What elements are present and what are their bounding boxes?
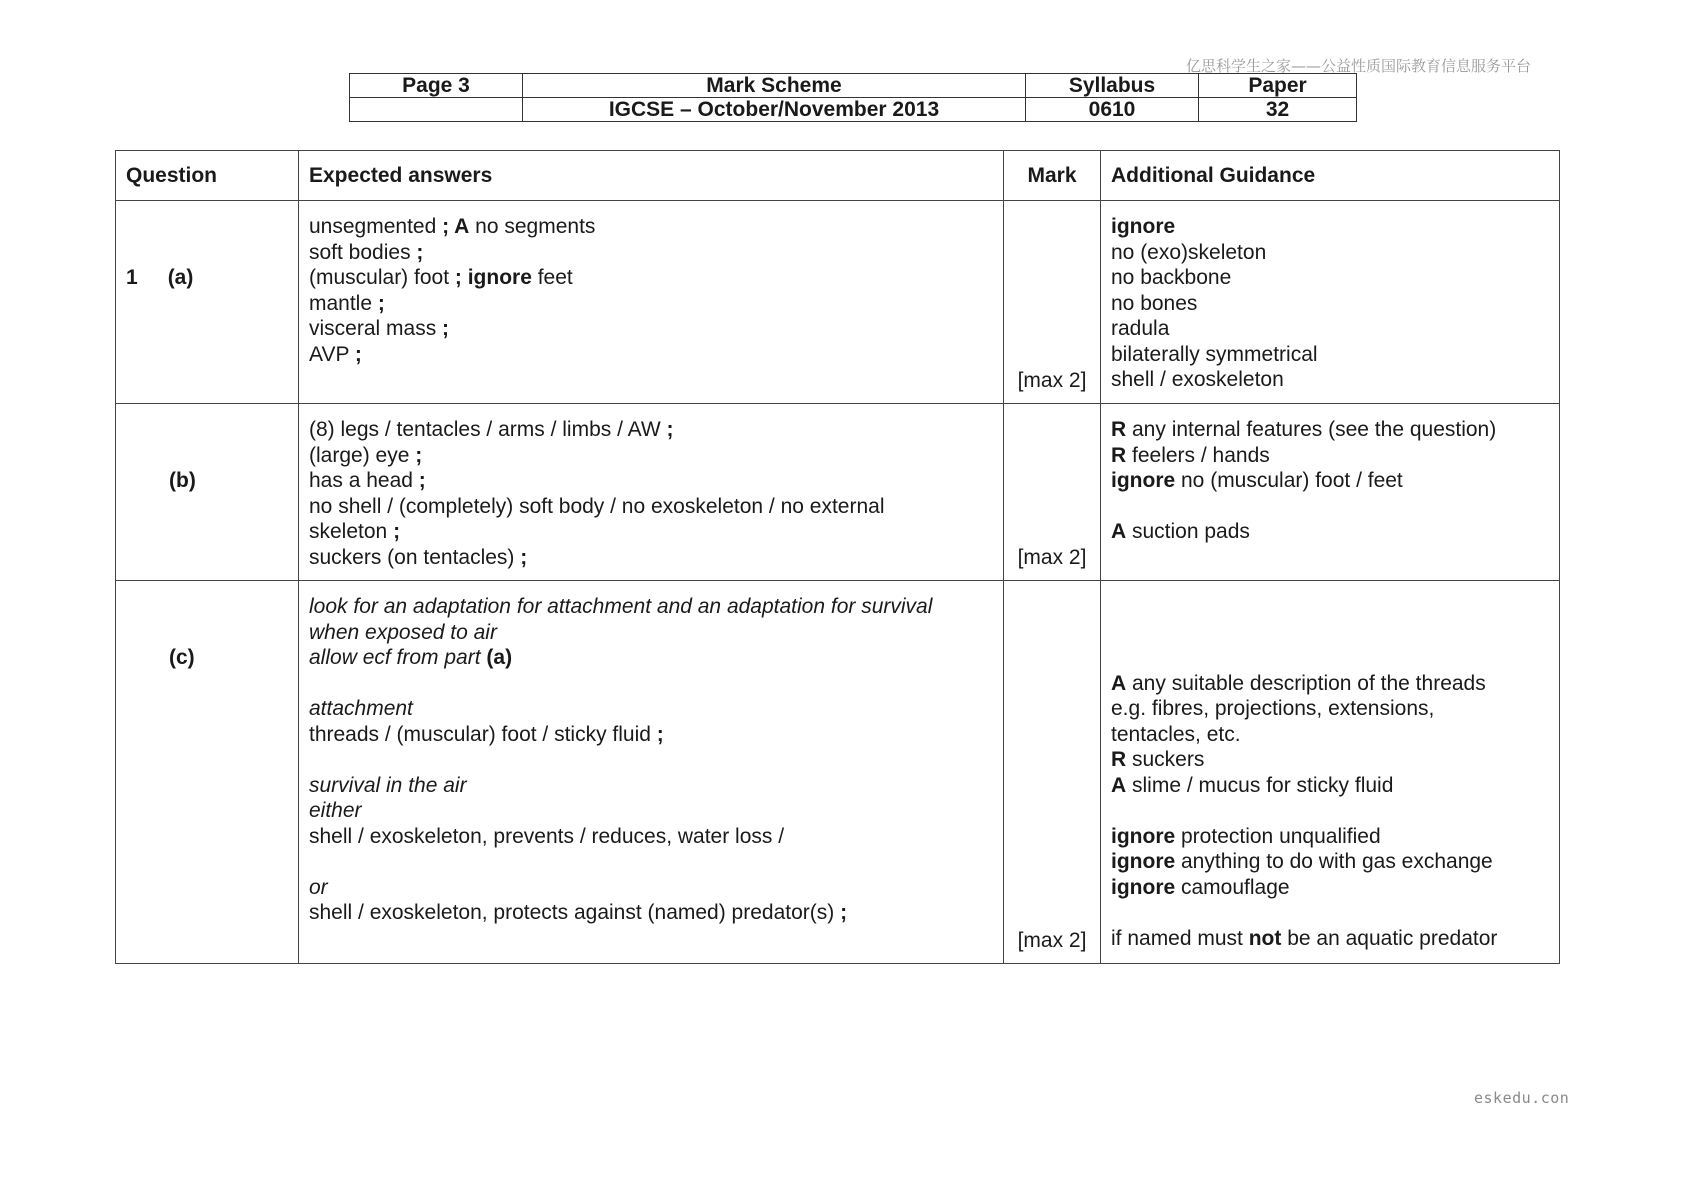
table-row: [116, 581, 1560, 964]
answer-text: skeleton: [309, 520, 394, 543]
question-cell: [116, 201, 299, 404]
answer-separator: ;: [520, 545, 528, 569]
answer-text: feet: [531, 266, 573, 289]
answer-keyword: (a): [486, 646, 513, 669]
guidance-text: no (exo)skeleton: [1111, 240, 1267, 264]
guidance-text: no bones: [1111, 291, 1198, 315]
guidance-cell: [1101, 581, 1560, 964]
answer-text: (muscular) foot: [309, 266, 455, 289]
col-guidance: Additional Guidance: [1101, 151, 1560, 201]
guidance-text: no (muscular) foot / feet: [1175, 469, 1403, 492]
guidance-text: be an aquatic predator: [1281, 926, 1498, 950]
guidance-keyword: A: [1111, 671, 1127, 695]
answer-text: threads / (muscular) foot / sticky fluid: [309, 722, 657, 746]
answer-text: suckers (on tentacles): [309, 545, 521, 569]
header-syllabus-label: Syllabus: [1026, 74, 1199, 98]
mark-cell: [max 2]: [1004, 201, 1101, 404]
answer-instruction: either: [309, 799, 362, 822]
col-mark: Mark: [1004, 151, 1101, 201]
mark-cell: [max 2]: [1004, 404, 1101, 581]
guidance-cell: [1101, 404, 1560, 581]
guidance-keyword: A: [1111, 520, 1127, 543]
answer-separator: ;: [666, 418, 674, 441]
mark-scheme-table: [115, 150, 1560, 964]
answer-separator: ;: [454, 266, 468, 289]
question-part: (b): [169, 469, 196, 492]
guidance-keyword: ignore: [1111, 850, 1176, 873]
header-page: Page 3: [350, 74, 523, 98]
guidance-keyword: R: [1111, 748, 1127, 771]
guidance-text: tentacles, etc.: [1111, 722, 1241, 746]
question-number: 1: [126, 266, 138, 289]
guidance-text: bilaterally symmetrical: [1111, 342, 1318, 366]
guidance-text: camouflage: [1175, 875, 1290, 899]
answer-text: no segments: [469, 215, 596, 238]
header-paper-label: Paper: [1199, 74, 1357, 98]
question-part: (c): [169, 646, 195, 669]
header-exam: IGCSE – October/November 2013: [523, 98, 1026, 122]
guidance-text: radula: [1111, 317, 1170, 340]
header-paper: 32: [1199, 98, 1357, 122]
answer-separator: ;: [656, 722, 664, 746]
guidance-text: suction pads: [1126, 520, 1250, 543]
answer-text: mantle: [309, 291, 378, 315]
answer-instruction: or: [309, 875, 328, 899]
question-part: (a): [167, 266, 194, 289]
answer-separator: ;: [840, 901, 848, 924]
answer-separator: ;: [415, 443, 423, 467]
watermark-top: 亿思科学生之家——公益性质国际教育信息服务平台: [1186, 57, 1532, 75]
table-row: [116, 201, 1560, 404]
answer-instruction: look for an adaptation for attachment and an adaptation for survival: [309, 595, 933, 618]
guidance-keyword: not: [1248, 926, 1282, 950]
answer-separator: ;: [354, 342, 362, 366]
guidance-keyword: ignore: [1111, 469, 1176, 492]
guidance-text: e.g. fibres, projections, extensions,: [1111, 697, 1435, 720]
answer-separator: ;: [418, 469, 426, 492]
guidance-text: any suitable description of the threads: [1126, 671, 1486, 695]
col-question: Question: [116, 151, 299, 201]
answer-text: no shell / (completely) soft body / no exoskeleton / no external: [309, 494, 885, 518]
answer-text: soft bodies: [309, 240, 417, 264]
answers-cell: [299, 201, 1004, 404]
guidance-text: feelers / hands: [1126, 443, 1270, 467]
answer-separator: ;: [416, 240, 424, 264]
answer-instruction: allow ecf from part: [309, 646, 487, 669]
answers-cell: [299, 404, 1004, 581]
answer-instruction: attachment: [309, 697, 413, 720]
answer-text: visceral mass: [309, 317, 443, 340]
guidance-text: shell / exoskeleton: [1111, 368, 1284, 391]
table-row: [116, 404, 1560, 581]
answer-text: unsegmented: [309, 215, 437, 238]
guidance-text: protection unqualified: [1175, 824, 1381, 848]
guidance-text: slime / mucus for sticky fluid: [1126, 773, 1394, 797]
guidance-text: if named must: [1111, 926, 1249, 950]
answer-instruction: survival in the air: [309, 773, 467, 797]
guidance-keyword: ignore: [1111, 215, 1176, 238]
answers-cell: [299, 581, 1004, 964]
question-cell: [116, 581, 299, 964]
guidance-keyword: ignore: [1111, 875, 1176, 899]
answer-separator: ;: [393, 520, 401, 543]
header-table: [349, 73, 1357, 122]
answer-text: shell / exoskeleton, protects against (named) predator(s): [309, 901, 841, 924]
answer-text: shell / exoskeleton, prevents / reduces, water loss /: [309, 824, 785, 848]
table-header-row: [116, 151, 1560, 201]
guidance-text: suckers: [1126, 748, 1205, 771]
answer-keyword: A: [454, 215, 470, 238]
header-mark-scheme: Mark Scheme: [523, 74, 1026, 98]
guidance-text: any internal features (see the question): [1126, 418, 1497, 441]
answer-text: (large) eye: [309, 443, 416, 467]
answer-text: has a head: [309, 469, 419, 492]
guidance-keyword: R: [1111, 443, 1127, 467]
answer-instruction: when exposed to air: [309, 620, 497, 644]
answer-text: AVP: [309, 342, 355, 366]
guidance-keyword: R: [1111, 418, 1127, 441]
answer-text: (8) legs / tentacles / arms / limbs / AW: [309, 418, 667, 441]
answer-keyword: ignore: [467, 266, 532, 289]
answer-separator: ;: [436, 215, 455, 238]
answer-separator: ;: [442, 317, 450, 340]
watermark-bottom: eskedu.con: [1474, 1089, 1570, 1107]
header-empty: [350, 98, 523, 122]
guidance-cell: [1101, 201, 1560, 404]
col-answers: Expected answers: [299, 151, 1004, 201]
guidance-keyword: ignore: [1111, 824, 1176, 848]
header-syllabus: 0610: [1026, 98, 1199, 122]
guidance-keyword: A: [1111, 773, 1127, 797]
guidance-text: anything to do with gas exchange: [1175, 850, 1493, 873]
answer-separator: ;: [377, 291, 385, 315]
mark-cell: [max 2]: [1004, 581, 1101, 964]
guidance-text: no backbone: [1111, 266, 1232, 289]
question-cell: [116, 404, 299, 581]
